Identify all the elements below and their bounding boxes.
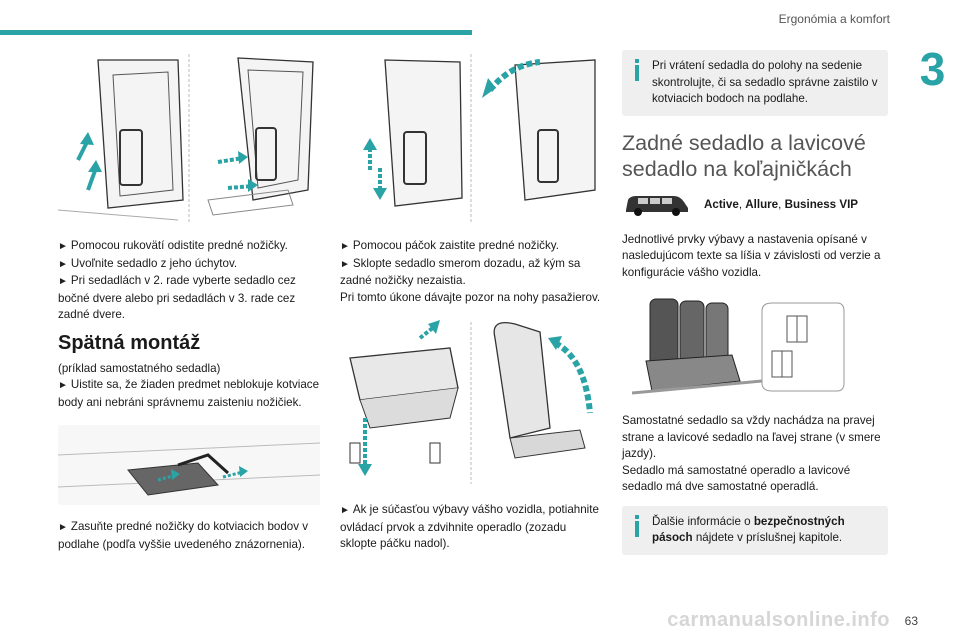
arrow-bullet-icon: ► bbox=[58, 258, 68, 270]
illustration-backrest-raise bbox=[340, 318, 602, 488]
column-right bbox=[622, 50, 888, 555]
arrow-bullet-icon: ► bbox=[340, 241, 350, 252]
section-heading-reinstall: Spätná montáž bbox=[58, 331, 201, 354]
steps-removal: ► Pomocou rukovätí odistite predné nožičky. ► Uvoľnite sedadlo z jeho úchytov. ► Pri sedadlách v 2. rade vyberte sedadlo cez bočné dvere alebo pri sedadlách v 3. rade cez zadné dvere. bbox=[58, 239, 296, 321]
arrow-bullet-icon: ► bbox=[58, 380, 68, 391]
arrow-bullet-icon: ► bbox=[58, 276, 68, 287]
info-icon bbox=[632, 515, 642, 541]
trim-levels bbox=[622, 192, 888, 218]
arrow-bullet-icon: ► bbox=[340, 505, 350, 516]
footer-watermark: carmanualsonline.info bbox=[667, 609, 890, 631]
reinstall-intro: (príklad samostatného sedadla) ► Uistite sa, že žiaden predmet neblokuje kotviace body ani nebráni správnemu zaisteniu nožičiek. bbox=[58, 361, 320, 409]
illustration-seat-removal bbox=[58, 50, 320, 226]
section-heading-rail-seats: Zadné sedadlo a lavicové sedadlo na koľajničkách bbox=[622, 130, 866, 181]
trim-list: Active, Allure, Business VIP bbox=[704, 198, 859, 211]
para-variants: Jednotlivé prvky výbavy a nastavenia opísané v nasledujúcom texte sa líšia v závislosti od verzie a konfigurácie vášho vozidla. bbox=[622, 232, 881, 279]
steps-backrest: ► Ak je súčasťou výbavy vášho vozidla, potiahnite ovládací prvok a zdvihnite operadlo (zozadu sklopte páčku nadol). bbox=[340, 503, 599, 550]
arrow-bullet-icon: ► bbox=[58, 241, 68, 252]
illustration-rail-seats bbox=[622, 291, 888, 401]
info-box-seat-check: Pri vrátení sedadla do polohy na sedenie skontrolujte, či sa sedadlo správne zaistilo v kotviacich bodoch na podlahe. bbox=[622, 50, 888, 116]
steps-insert-legs: ► Zasuňte predné nožičky do kotviacich bodov v podlahe (podľa vyššie uvedeného znázornenia). bbox=[58, 520, 309, 551]
column-middle bbox=[340, 50, 602, 553]
para-seat-positions: Samostatné sedadlo sa vždy nachádza na pravej strane a lavicové sedadlo na ľavej strane (v smere jazdy). Sedadlo má samostatné operadlo a lavicové sedadlo má dve samostatné operadlá. bbox=[622, 414, 881, 493]
page-section-title: Ergonómia a komfort bbox=[778, 12, 890, 26]
steps-lock: ► Pomocou páčok zaistite predné nožičky. ► Sklopte sedadlo smerom dozadu, až kým sa zadné nožičky nezaistia. Pri tomto úkone dávajte pozor na nohy pasažierov. bbox=[340, 239, 601, 304]
page-number: 63 bbox=[904, 614, 918, 628]
illustration-floor-anchors bbox=[58, 425, 320, 505]
info-box-seatbelts: Ďalšie informácie o bezpečnostných pásoch nájdete v príslušnej kapitole. bbox=[622, 506, 888, 555]
van-icon bbox=[622, 192, 692, 218]
arrow-bullet-icon: ► bbox=[340, 258, 350, 270]
arrow-bullet-icon: ► bbox=[58, 522, 68, 533]
illustration-seat-lock bbox=[340, 50, 602, 226]
header-accent-bar bbox=[0, 30, 472, 35]
chapter-number: 3 bbox=[905, 40, 960, 98]
column-left bbox=[58, 50, 320, 553]
info-icon bbox=[632, 59, 642, 85]
